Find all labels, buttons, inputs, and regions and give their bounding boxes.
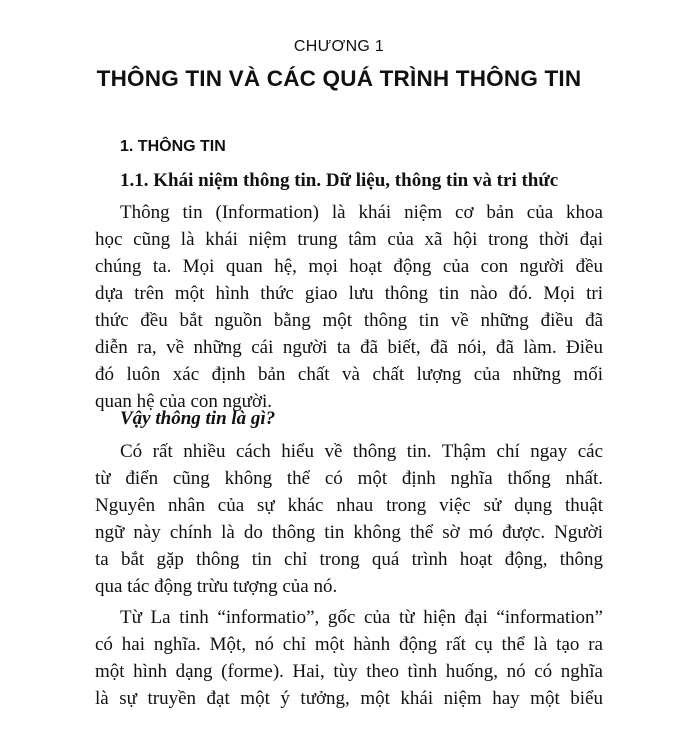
paragraph-line: ngữ này chính là do thông tin không thể sờ mó được. Người (95, 522, 603, 543)
paragraph-etymology (95, 604, 603, 712)
paragraph-line: Nguyên nhân của sự khác nhau trong việc sử dụng thuật (95, 495, 603, 516)
paragraph-line: học cũng là khái niệm trung tâm của xã hội trong thời đại (95, 229, 603, 250)
paragraph-line: Có rất nhiều cách hiểu về thông tin. Thậm chí ngay các (120, 441, 603, 462)
paragraph-line: Thông tin (Information) là khái niệm cơ bản của khoa (120, 202, 603, 223)
paragraph-line: thức đều bắt nguồn bằng một thông tin về những điều đã (95, 310, 603, 331)
section-heading: 1. THÔNG TIN (120, 138, 226, 155)
paragraph-line: diễn ra, về những cái người ta đã biết, đã nói, đã làm. Điều (95, 337, 603, 358)
paragraph-line: đó luôn xác định bản chất và chất lượng của những mối (95, 364, 603, 385)
question-heading: Vậy thông tin là gì? (120, 408, 276, 429)
paragraph-line: có hai nghĩa. Một, nó chỉ một hành động rất cụ thể là tạo ra (95, 634, 603, 655)
paragraph-line: qua tác động trừu tượng của nó. (95, 576, 338, 597)
paragraph-line: là sự truyền đạt một ý tưởng, một khái niệm hay một biểu (95, 688, 603, 709)
chapter-label: CHƯƠNG 1 (293, 38, 385, 55)
paragraph-understanding (95, 438, 603, 600)
chapter-title: THÔNG TIN VÀ CÁC QUÁ TRÌNH THÔNG TIN (96, 66, 582, 91)
paragraph-line: từ điển cũng không thể có một định nghĩa thống nhất. (95, 468, 603, 489)
paragraph-line: dựa trên một hình thức giao lưu thông tin nào đó. Mọi tri (95, 283, 603, 304)
paragraph-line: chúng ta. Mọi quan hệ, mọi hoạt động của con người đều (95, 256, 603, 277)
paragraph-line: quan hệ của con người. (95, 391, 273, 412)
paragraph-line: một hình dạng (forme). Hai, tùy theo tình huống, nó có nghĩa (95, 661, 603, 682)
subsection-heading: 1.1. Khái niệm thông tin. Dữ liệu, thông tin và tri thức (120, 170, 559, 191)
paragraph-line: Từ La tinh “informatio”, gốc của từ hiện đại “information” (120, 607, 603, 628)
paragraph-information-definition (95, 199, 603, 415)
paragraph-line: ta bắt gặp thông tin chỉ trong quá trình hoạt động, thông (95, 549, 603, 570)
